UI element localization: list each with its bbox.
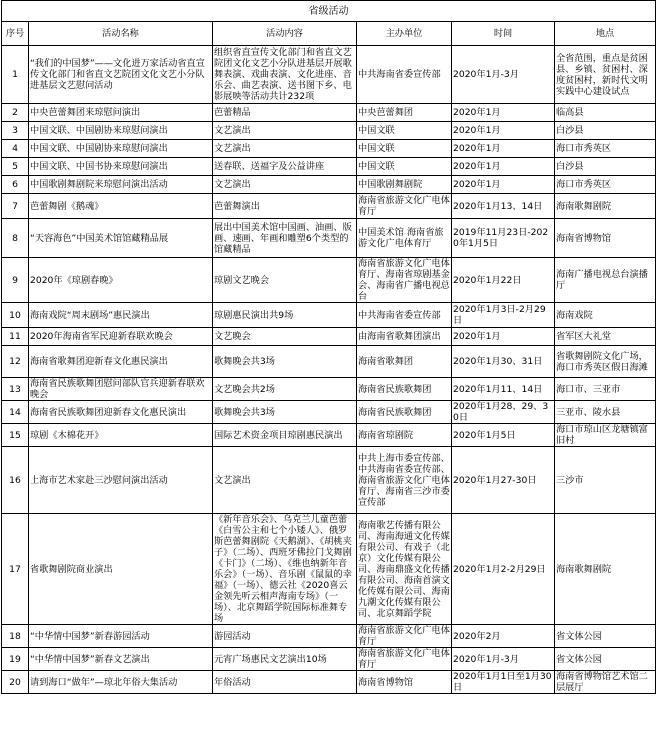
- organizer: 由海南省歌舞团演出: [357, 328, 452, 346]
- table-row: [2, 158, 656, 176]
- activity-name: “天容海色”中国美术馆馆藏精品展: [29, 219, 213, 258]
- table-row: [2, 378, 656, 401]
- organizer: 中国美术馆 海南省旅游文化广电体育厅: [357, 219, 452, 258]
- header-org: 主办单位: [357, 22, 452, 46]
- activity-content: 文艺演出: [213, 122, 357, 140]
- activity-place: 海南歌舞剧院: [555, 514, 656, 625]
- activity-place: 海南广播电视总台演播厅: [555, 258, 656, 303]
- activity-place: 省文体公园: [555, 648, 656, 671]
- activity-place: 省文体公园: [555, 625, 656, 648]
- table-row: [2, 328, 656, 346]
- activity-name: “我们的中国梦”——文化进万家活动省直宣传文化部门和省直文艺院团文化文艺小分队进基层文艺慰问活动: [29, 46, 213, 104]
- activity-content: 芭蕾舞演出: [213, 194, 357, 219]
- activity-content: 组织省直宣传文化部门和省直文艺院团文化文艺小分队进基层开展歌舞表演、戏曲表演、文化进座、音乐会、曲艺表演、送书图下乡、电影展映等活动共计232项: [213, 46, 357, 104]
- table-row: [2, 258, 656, 303]
- activity-content: 文艺演出: [213, 447, 357, 514]
- row-number: 19: [2, 648, 29, 671]
- activity-time: 2020年1月1日至1月30日: [452, 671, 555, 694]
- table-title: 省级活动: [2, 1, 656, 22]
- organizer: 中国文联: [357, 122, 452, 140]
- row-number: 4: [2, 140, 29, 158]
- row-number: 2: [2, 104, 29, 122]
- activity-name: “中华情中国梦”新春文艺演出: [29, 648, 213, 671]
- activity-place: 海南省博物馆: [555, 219, 656, 258]
- row-number: 6: [2, 176, 29, 194]
- row-number: 9: [2, 258, 29, 303]
- activity-place: 海南省博物馆艺术馆二层展厅: [555, 671, 656, 694]
- organizer: 中国文联: [357, 158, 452, 176]
- activity-name: “中华情中国梦”新春游园活动: [29, 625, 213, 648]
- activity-time: 2020年1月5日: [452, 424, 555, 447]
- table-row: [2, 46, 656, 104]
- organizer: 中国歌剧舞剧院: [357, 176, 452, 194]
- activity-content: 文艺晚会共2场: [213, 378, 357, 401]
- organizer: 中共海南省委宣传部: [357, 303, 452, 328]
- activity-time: 2020年1月11、14日: [452, 378, 555, 401]
- activity-time: 2019年11月23日-2020年1月5日: [452, 219, 555, 258]
- header-row: [2, 22, 656, 46]
- activity-table: [1, 0, 656, 694]
- activity-time: 2020年1月: [452, 140, 555, 158]
- row-number: 8: [2, 219, 29, 258]
- row-number: 7: [2, 194, 29, 219]
- activity-place: 海口市秀英区: [555, 176, 656, 194]
- organizer: 中央芭蕾舞团: [357, 104, 452, 122]
- activity-time: 2020年1月22日: [452, 258, 555, 303]
- table-row: [2, 648, 656, 671]
- organizer: 中共上海市委宣传部、中共海南省委宣传部、海南省旅游文化广电体育厅、海南省三沙市委宣传部: [357, 447, 452, 514]
- activity-name: 省歌舞剧院商业演出: [29, 514, 213, 625]
- row-number: 1: [2, 46, 29, 104]
- activity-content: 琼剧惠民演出共9场: [213, 303, 357, 328]
- activity-name: 请到海口“做年”—琼北年俗大集活动: [29, 671, 213, 694]
- row-number: 20: [2, 671, 29, 694]
- activity-name: 中国歌剧舞剧院来琼慰问演出活动: [29, 176, 213, 194]
- activity-name: 中国文联、中国书协来琼慰问演出: [29, 158, 213, 176]
- activity-content: 歌舞晚会共3场: [213, 346, 357, 378]
- activity-name: 中国文联、中国剧协来琼慰问演出: [29, 122, 213, 140]
- row-number: 12: [2, 346, 29, 378]
- activity-time: 2020年1月-3月: [452, 46, 555, 104]
- activity-time: 2020年1月: [452, 158, 555, 176]
- table-row: [2, 219, 656, 258]
- organizer: 海南省民族歌舞团: [357, 378, 452, 401]
- activity-content: 文艺演出: [213, 140, 357, 158]
- organizer: 海南省旅游文化广电体育厅: [358, 195, 450, 217]
- table-row: [2, 122, 656, 140]
- activity-time: 2020年1月: [452, 176, 555, 194]
- organizer: 海南省琼剧院: [357, 424, 452, 447]
- activity-place: 三沙市: [555, 447, 656, 514]
- activity-place: 海口市、三亚市: [555, 378, 656, 401]
- activity-content: 元宵广场惠民文艺演出10场: [213, 648, 357, 671]
- activity-content: 送春联、送福字及公益讲座: [213, 158, 357, 176]
- activity-place: 全省范围，重点是贫困县、乡镇、贫困村、深度贫困村，新时代文明实践中心建设试点: [555, 46, 656, 104]
- activity-content: 年俗活动: [213, 671, 357, 694]
- organizer: 海南歌艺传播有限公司、海南海通文化传媒有限公司、有戏子（北京）文化传媒有限公司、海南鼎盛文化传播有限公司、海南首演文化传媒有限公司、海南九潮文化传媒有限公司、北京舞蹈学院: [357, 514, 452, 625]
- activity-content: 琼剧文艺晚会: [213, 258, 357, 303]
- table-row: [2, 104, 656, 122]
- activity-place: 海南歌舞剧院: [555, 194, 656, 219]
- row-number: 14: [2, 401, 29, 424]
- activity-time: 2020年1月13、14日: [452, 194, 555, 219]
- activity-content: 《新年音乐会》、乌克兰儿童芭蕾《白雪公主和七个小矮人》、俄罗斯芭蕾舞剧院《天鹅湖》、《胡桃夹子》（二场）、西班牙佛拉门戈舞剧《卡门》（二场）、《维也纳新年音乐会》（一场）、音乐剧《鼠鼠的幸福》（一场）、德云社《2020喜云金领先听云相声海南专场》（一场）、北京舞蹈学院国际标准舞专场: [213, 514, 357, 625]
- organizer: 中共海南省委宣传部: [357, 46, 452, 104]
- header-name: 活动名称: [29, 22, 213, 46]
- activity-content: 歌舞晚会共3场: [213, 401, 357, 424]
- activity-name: 海南省民族歌舞团迎新春文化惠民演出: [29, 401, 213, 424]
- activity-name: 芭蕾舞剧《鹅魂》: [29, 194, 213, 219]
- activity-place: 临高县: [555, 104, 656, 122]
- table-row: [2, 303, 656, 328]
- row-number: 5: [2, 158, 29, 176]
- header-content: 活动内容: [213, 22, 357, 46]
- activity-place: 省军区大礼堂: [555, 328, 656, 346]
- activity-name: 2020年海南省军民迎新春联欢晚会: [29, 328, 213, 346]
- activity-name: 中国文联、中国剧协来琼慰问演出: [29, 140, 213, 158]
- activity-name: 琼剧《木棉花开》: [29, 424, 213, 447]
- row-number: 16: [2, 447, 29, 514]
- activity-time: 2020年1月: [452, 104, 555, 122]
- activity-name: 2020年《琼剧春晚》: [29, 258, 213, 303]
- organizer: 中国文联: [357, 140, 452, 158]
- activity-content: 文艺演出: [213, 176, 357, 194]
- activity-content: 国际艺术资金项目琼剧惠民演出: [213, 424, 357, 447]
- activity-content: 芭蕾精品: [213, 104, 357, 122]
- activity-place: 海南戏院: [555, 303, 656, 328]
- activity-time: 2020年1月-3月: [452, 648, 555, 671]
- activity-table-container: [1, 0, 655, 694]
- organizer: 海南省歌舞团: [357, 346, 452, 378]
- activity-time: 2020年1月2-2月29日: [452, 514, 555, 625]
- row-number: 18: [2, 625, 29, 648]
- activity-name: 中央芭蕾舞团来琼慰问演出: [29, 104, 213, 122]
- title-row: [2, 1, 656, 22]
- table-row: [2, 424, 656, 447]
- activity-content: 展出中国美术馆中国画、油画、版画、速画、年画和雕塑6个类型的馆藏精品: [213, 219, 357, 258]
- activity-content: 游园活动: [213, 625, 357, 648]
- organizer: 海南省旅游文化广电体育厅: [358, 648, 450, 670]
- header-time: 时间: [452, 22, 555, 46]
- organizer: 海南省旅游文化广电体育厅、海南省琼剧基金会、海南省广播电视总台: [358, 258, 450, 302]
- activity-place: 海口市秀英区: [555, 140, 656, 158]
- table-row: [2, 140, 656, 158]
- table-row: [2, 671, 656, 694]
- row-number: 17: [2, 514, 29, 625]
- activity-time: 2020年1月30、31日: [452, 346, 555, 378]
- activity-name: 海南戏院“周末剧场”惠民演出: [29, 303, 213, 328]
- organizer: 海南省博物馆: [357, 671, 452, 694]
- activity-place: 海口市琼山区龙塘镇富旧村: [555, 424, 656, 447]
- table-row: [2, 346, 656, 378]
- activity-time: 2020年1月28、29、30日: [452, 401, 555, 424]
- row-number: 3: [2, 122, 29, 140]
- table-row: [2, 176, 656, 194]
- activity-time: 2020年1月27-30日: [452, 447, 555, 514]
- activity-time: 2020年2月: [452, 625, 555, 648]
- row-number: 11: [2, 328, 29, 346]
- row-number: 13: [2, 378, 29, 401]
- activity-name: 上海市艺术家赴三沙慰问演出活动: [29, 447, 213, 514]
- activity-name: 海南省民族歌舞团慰问部队官兵迎新春联欢晚会: [29, 378, 213, 401]
- activity-place: 省歌舞剧院文化广场，海口市秀英区假日海滩: [555, 346, 656, 378]
- activity-place: 三亚市、陵水县: [555, 401, 656, 424]
- organizer: 海南省民族歌舞团: [357, 401, 452, 424]
- row-number: 15: [2, 424, 29, 447]
- activity-time: 2020年1月: [452, 328, 555, 346]
- header-place: 地点: [555, 22, 656, 46]
- activity-place: 白沙县: [555, 122, 656, 140]
- table-row: [2, 625, 656, 648]
- organizer: 海南省旅游文化广电体育厅: [358, 625, 450, 647]
- activity-time: 2020年1月: [452, 122, 555, 140]
- activity-place: 白沙县: [555, 158, 656, 176]
- header-no: 序号: [2, 22, 29, 46]
- table-row: [2, 514, 656, 625]
- table-row: [2, 194, 656, 219]
- table-row: [2, 401, 656, 424]
- activity-content: 文艺晚会: [213, 328, 357, 346]
- activity-time: 2020年1月3日-2月29日: [452, 303, 555, 328]
- table-row: [2, 447, 656, 514]
- activity-name: 海南省歌舞团迎新春文化惠民演出: [29, 346, 213, 378]
- row-number: 10: [2, 303, 29, 328]
